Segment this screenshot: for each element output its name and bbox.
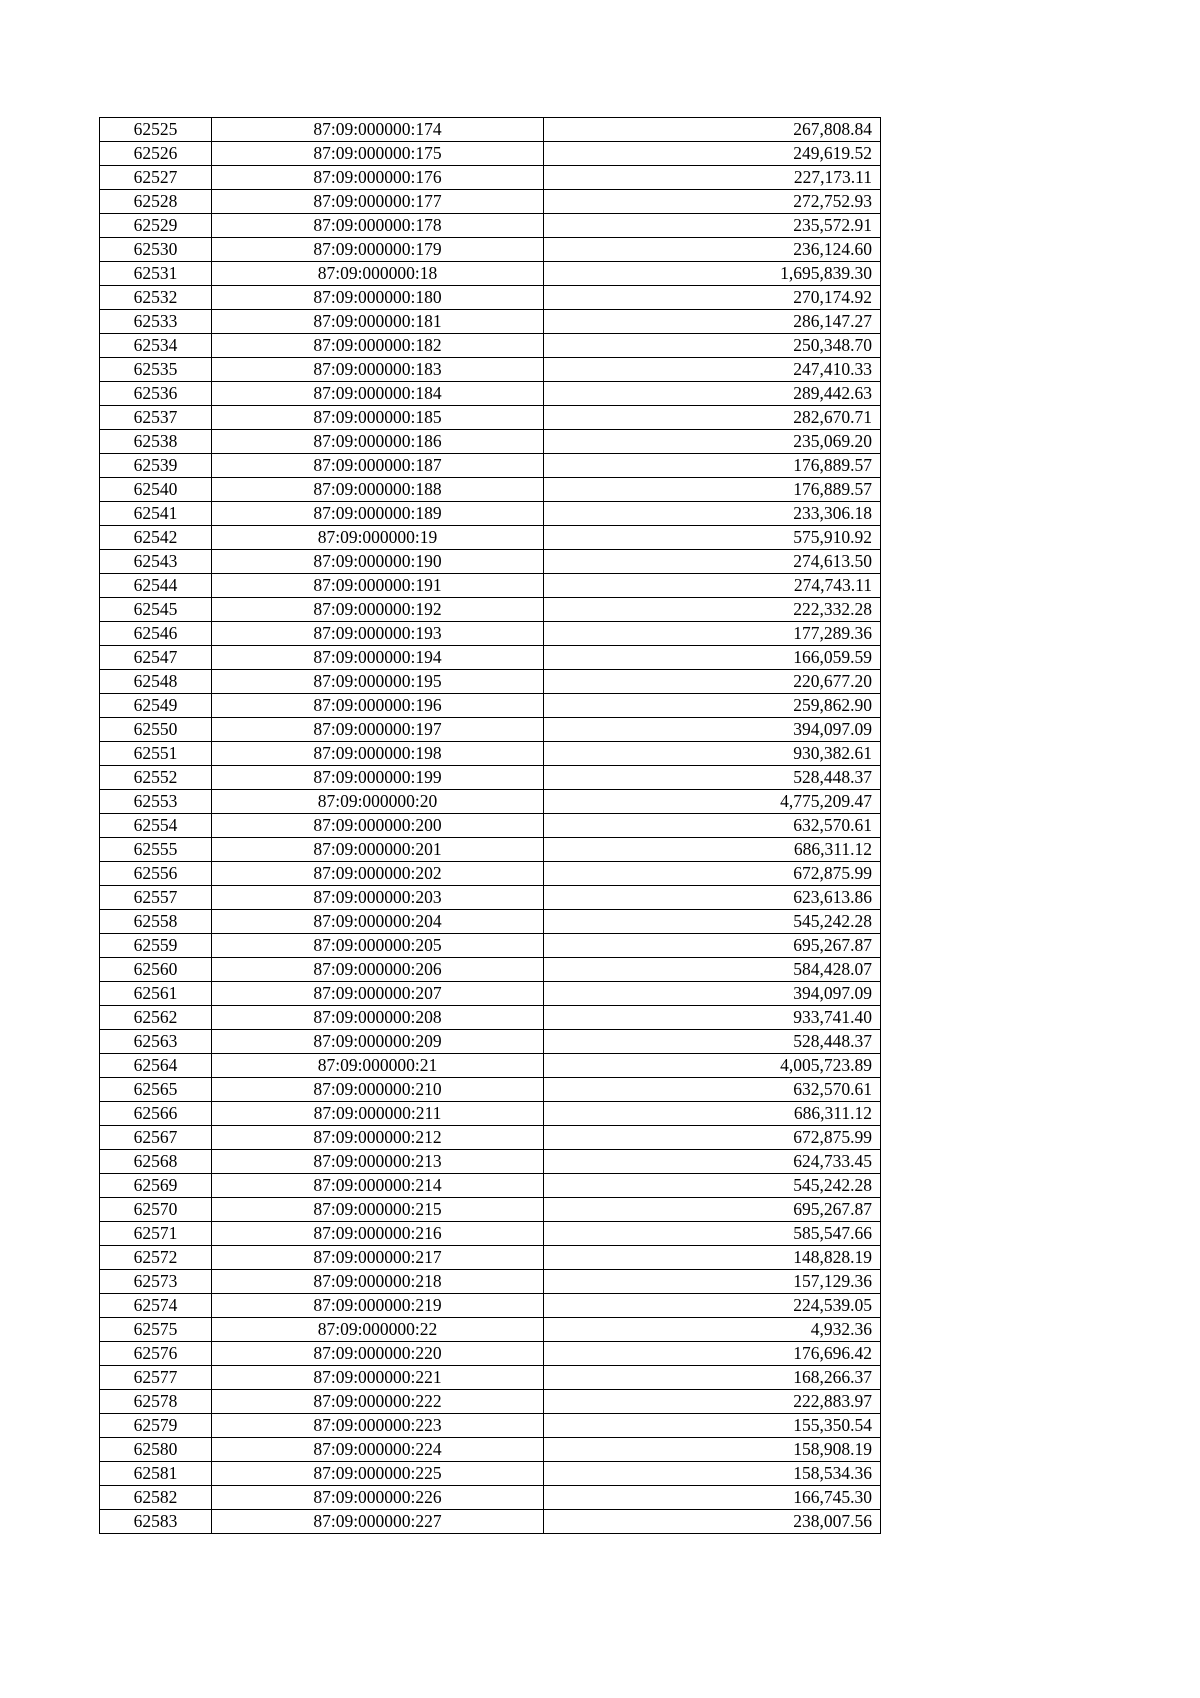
row-id-cell: 62572 (100, 1246, 212, 1270)
amount-cell: 224,539.05 (544, 1294, 881, 1318)
row-id-cell: 62573 (100, 1270, 212, 1294)
cadastral-number-cell: 87:09:000000:197 (212, 718, 544, 742)
row-id-cell: 62544 (100, 574, 212, 598)
table-row (100, 934, 881, 958)
table-row (100, 334, 881, 358)
row-id-cell: 62555 (100, 838, 212, 862)
amount-cell: 220,677.20 (544, 670, 881, 694)
cadastral-number-cell: 87:09:000000:201 (212, 838, 544, 862)
amount-cell: 176,889.57 (544, 454, 881, 478)
table-row (100, 358, 881, 382)
amount-cell: 158,534.36 (544, 1462, 881, 1486)
row-id-cell: 62566 (100, 1102, 212, 1126)
table-row (100, 1174, 881, 1198)
table-row (100, 1510, 881, 1534)
amount-cell: 148,828.19 (544, 1246, 881, 1270)
row-id-cell: 62571 (100, 1222, 212, 1246)
table-row (100, 1294, 881, 1318)
row-id-cell: 62568 (100, 1150, 212, 1174)
amount-cell: 235,069.20 (544, 430, 881, 454)
cadastral-number-cell: 87:09:000000:189 (212, 502, 544, 526)
row-id-cell: 62546 (100, 622, 212, 646)
table-row (100, 406, 881, 430)
cadastral-number-cell: 87:09:000000:212 (212, 1126, 544, 1150)
row-id-cell: 62577 (100, 1366, 212, 1390)
table-row (100, 502, 881, 526)
row-id-cell: 62547 (100, 646, 212, 670)
cadastral-number-cell: 87:09:000000:19 (212, 526, 544, 550)
cadastral-number-cell: 87:09:000000:226 (212, 1486, 544, 1510)
cadastral-number-cell: 87:09:000000:183 (212, 358, 544, 382)
amount-cell: 176,889.57 (544, 478, 881, 502)
row-id-cell: 62556 (100, 862, 212, 886)
amount-cell: 695,267.87 (544, 934, 881, 958)
amount-cell: 632,570.61 (544, 1078, 881, 1102)
table-row (100, 1390, 881, 1414)
table-row (100, 214, 881, 238)
cadastral-number-cell: 87:09:000000:219 (212, 1294, 544, 1318)
table-row (100, 1006, 881, 1030)
table-row (100, 1318, 881, 1342)
amount-cell: 585,547.66 (544, 1222, 881, 1246)
table-row (100, 814, 881, 838)
amount-cell: 282,670.71 (544, 406, 881, 430)
row-id-cell: 62576 (100, 1342, 212, 1366)
amount-cell: 286,147.27 (544, 310, 881, 334)
amount-cell: 528,448.37 (544, 1030, 881, 1054)
row-id-cell: 62536 (100, 382, 212, 406)
table-row (100, 598, 881, 622)
data-table (99, 117, 881, 1534)
amount-cell: 166,059.59 (544, 646, 881, 670)
row-id-cell: 62561 (100, 982, 212, 1006)
cadastral-number-cell: 87:09:000000:204 (212, 910, 544, 934)
amount-cell: 1,695,839.30 (544, 262, 881, 286)
row-id-cell: 62552 (100, 766, 212, 790)
amount-cell: 259,862.90 (544, 694, 881, 718)
row-id-cell: 62563 (100, 1030, 212, 1054)
table-row (100, 1198, 881, 1222)
cadastral-number-cell: 87:09:000000:222 (212, 1390, 544, 1414)
table-row (100, 1078, 881, 1102)
cadastral-number-cell: 87:09:000000:209 (212, 1030, 544, 1054)
table-body (100, 118, 881, 1534)
row-id-cell: 62529 (100, 214, 212, 238)
row-id-cell: 62553 (100, 790, 212, 814)
row-id-cell: 62567 (100, 1126, 212, 1150)
cadastral-number-cell: 87:09:000000:22 (212, 1318, 544, 1342)
row-id-cell: 62531 (100, 262, 212, 286)
table-row (100, 478, 881, 502)
amount-cell: 249,619.52 (544, 142, 881, 166)
cadastral-number-cell: 87:09:000000:196 (212, 694, 544, 718)
amount-cell: 155,350.54 (544, 1414, 881, 1438)
cadastral-number-cell: 87:09:000000:221 (212, 1366, 544, 1390)
amount-cell: 236,124.60 (544, 238, 881, 262)
row-id-cell: 62578 (100, 1390, 212, 1414)
row-id-cell: 62574 (100, 1294, 212, 1318)
cadastral-number-cell: 87:09:000000:200 (212, 814, 544, 838)
table-row (100, 310, 881, 334)
cadastral-number-cell: 87:09:000000:174 (212, 118, 544, 142)
amount-cell: 274,613.50 (544, 550, 881, 574)
cadastral-number-cell: 87:09:000000:193 (212, 622, 544, 646)
row-id-cell: 62579 (100, 1414, 212, 1438)
amount-cell: 575,910.92 (544, 526, 881, 550)
cadastral-number-cell: 87:09:000000:18 (212, 262, 544, 286)
table-row (100, 454, 881, 478)
cadastral-number-cell: 87:09:000000:206 (212, 958, 544, 982)
row-id-cell: 62537 (100, 406, 212, 430)
table-row (100, 430, 881, 454)
cadastral-number-cell: 87:09:000000:203 (212, 886, 544, 910)
table-row (100, 118, 881, 142)
cadastral-number-cell: 87:09:000000:205 (212, 934, 544, 958)
cadastral-number-cell: 87:09:000000:186 (212, 430, 544, 454)
table-row (100, 910, 881, 934)
table-row (100, 262, 881, 286)
row-id-cell: 62549 (100, 694, 212, 718)
table-row (100, 166, 881, 190)
row-id-cell: 62540 (100, 478, 212, 502)
amount-cell: 270,174.92 (544, 286, 881, 310)
amount-cell: 624,733.45 (544, 1150, 881, 1174)
amount-cell: 930,382.61 (544, 742, 881, 766)
row-id-cell: 62525 (100, 118, 212, 142)
cadastral-number-cell: 87:09:000000:194 (212, 646, 544, 670)
amount-cell: 247,410.33 (544, 358, 881, 382)
cadastral-number-cell: 87:09:000000:192 (212, 598, 544, 622)
table-row (100, 190, 881, 214)
cadastral-number-cell: 87:09:000000:182 (212, 334, 544, 358)
amount-cell: 267,808.84 (544, 118, 881, 142)
amount-cell: 686,311.12 (544, 1102, 881, 1126)
table-row (100, 670, 881, 694)
cadastral-number-cell: 87:09:000000:180 (212, 286, 544, 310)
amount-cell: 623,613.86 (544, 886, 881, 910)
row-id-cell: 62527 (100, 166, 212, 190)
table-row (100, 1366, 881, 1390)
row-id-cell: 62538 (100, 430, 212, 454)
row-id-cell: 62545 (100, 598, 212, 622)
table-row (100, 886, 881, 910)
table-row (100, 1246, 881, 1270)
amount-cell: 686,311.12 (544, 838, 881, 862)
amount-cell: 177,289.36 (544, 622, 881, 646)
row-id-cell: 62582 (100, 1486, 212, 1510)
table-row (100, 382, 881, 406)
row-id-cell: 62543 (100, 550, 212, 574)
row-id-cell: 62570 (100, 1198, 212, 1222)
amount-cell: 4,005,723.89 (544, 1054, 881, 1078)
amount-cell: 289,442.63 (544, 382, 881, 406)
row-id-cell: 62559 (100, 934, 212, 958)
table-row (100, 742, 881, 766)
row-id-cell: 62569 (100, 1174, 212, 1198)
amount-cell: 274,743.11 (544, 574, 881, 598)
cadastral-number-cell: 87:09:000000:218 (212, 1270, 544, 1294)
row-id-cell: 62532 (100, 286, 212, 310)
cadastral-number-cell: 87:09:000000:190 (212, 550, 544, 574)
cadastral-number-cell: 87:09:000000:178 (212, 214, 544, 238)
cadastral-number-cell: 87:09:000000:176 (212, 166, 544, 190)
table-row (100, 1342, 881, 1366)
amount-cell: 672,875.99 (544, 1126, 881, 1150)
row-id-cell: 62580 (100, 1438, 212, 1462)
table-row (100, 574, 881, 598)
table-row (100, 838, 881, 862)
cadastral-number-cell: 87:09:000000:213 (212, 1150, 544, 1174)
row-id-cell: 62541 (100, 502, 212, 526)
cadastral-number-cell: 87:09:000000:177 (212, 190, 544, 214)
cadastral-number-cell: 87:09:000000:227 (212, 1510, 544, 1534)
table-row (100, 1030, 881, 1054)
cadastral-number-cell: 87:09:000000:195 (212, 670, 544, 694)
cadastral-number-cell: 87:09:000000:225 (212, 1462, 544, 1486)
row-id-cell: 62583 (100, 1510, 212, 1534)
table-row (100, 694, 881, 718)
row-id-cell: 62565 (100, 1078, 212, 1102)
cadastral-number-cell: 87:09:000000:175 (212, 142, 544, 166)
amount-cell: 272,752.93 (544, 190, 881, 214)
table-row (100, 1486, 881, 1510)
row-id-cell: 62560 (100, 958, 212, 982)
table-row (100, 1462, 881, 1486)
cadastral-number-cell: 87:09:000000:185 (212, 406, 544, 430)
table-row (100, 766, 881, 790)
table-row (100, 238, 881, 262)
amount-cell: 166,745.30 (544, 1486, 881, 1510)
amount-cell: 632,570.61 (544, 814, 881, 838)
row-id-cell: 62542 (100, 526, 212, 550)
row-id-cell: 62528 (100, 190, 212, 214)
amount-cell: 235,572.91 (544, 214, 881, 238)
cadastral-number-cell: 87:09:000000:199 (212, 766, 544, 790)
amount-cell: 250,348.70 (544, 334, 881, 358)
amount-cell: 545,242.28 (544, 1174, 881, 1198)
cadastral-number-cell: 87:09:000000:215 (212, 1198, 544, 1222)
amount-cell: 528,448.37 (544, 766, 881, 790)
cadastral-number-cell: 87:09:000000:207 (212, 982, 544, 1006)
table-row (100, 286, 881, 310)
table-row (100, 1126, 881, 1150)
table-row (100, 1102, 881, 1126)
amount-cell: 394,097.09 (544, 982, 881, 1006)
row-id-cell: 62551 (100, 742, 212, 766)
row-id-cell: 62534 (100, 334, 212, 358)
cadastral-number-cell: 87:09:000000:179 (212, 238, 544, 262)
amount-cell: 545,242.28 (544, 910, 881, 934)
cadastral-number-cell: 87:09:000000:214 (212, 1174, 544, 1198)
row-id-cell: 62562 (100, 1006, 212, 1030)
cadastral-number-cell: 87:09:000000:224 (212, 1438, 544, 1462)
amount-cell: 222,883.97 (544, 1390, 881, 1414)
cadastral-number-cell: 87:09:000000:208 (212, 1006, 544, 1030)
table-row (100, 862, 881, 886)
cadastral-number-cell: 87:09:000000:184 (212, 382, 544, 406)
cadastral-number-cell: 87:09:000000:217 (212, 1246, 544, 1270)
cadastral-number-cell: 87:09:000000:191 (212, 574, 544, 598)
amount-cell: 238,007.56 (544, 1510, 881, 1534)
cadastral-number-cell: 87:09:000000:223 (212, 1414, 544, 1438)
table-row (100, 790, 881, 814)
amount-cell: 4,775,209.47 (544, 790, 881, 814)
cadastral-number-cell: 87:09:000000:202 (212, 862, 544, 886)
row-id-cell: 62557 (100, 886, 212, 910)
row-id-cell: 62548 (100, 670, 212, 694)
amount-cell: 695,267.87 (544, 1198, 881, 1222)
table-row (100, 1414, 881, 1438)
amount-cell: 222,332.28 (544, 598, 881, 622)
cadastral-number-cell: 87:09:000000:181 (212, 310, 544, 334)
amount-cell: 233,306.18 (544, 502, 881, 526)
table-row (100, 622, 881, 646)
table-row (100, 550, 881, 574)
row-id-cell: 62575 (100, 1318, 212, 1342)
amount-cell: 933,741.40 (544, 1006, 881, 1030)
cadastral-number-cell: 87:09:000000:20 (212, 790, 544, 814)
table-row (100, 1270, 881, 1294)
row-id-cell: 62535 (100, 358, 212, 382)
table-row (100, 646, 881, 670)
cadastral-number-cell: 87:09:000000:198 (212, 742, 544, 766)
table-row (100, 1438, 881, 1462)
amount-cell: 394,097.09 (544, 718, 881, 742)
row-id-cell: 62539 (100, 454, 212, 478)
amount-cell: 4,932.36 (544, 1318, 881, 1342)
row-id-cell: 62530 (100, 238, 212, 262)
amount-cell: 227,173.11 (544, 166, 881, 190)
cadastral-number-cell: 87:09:000000:211 (212, 1102, 544, 1126)
table-row (100, 958, 881, 982)
row-id-cell: 62564 (100, 1054, 212, 1078)
amount-cell: 158,908.19 (544, 1438, 881, 1462)
row-id-cell: 62533 (100, 310, 212, 334)
amount-cell: 168,266.37 (544, 1366, 881, 1390)
table-row (100, 1222, 881, 1246)
row-id-cell: 62558 (100, 910, 212, 934)
cadastral-number-cell: 87:09:000000:21 (212, 1054, 544, 1078)
table-row (100, 718, 881, 742)
table-row (100, 982, 881, 1006)
cadastral-number-cell: 87:09:000000:210 (212, 1078, 544, 1102)
row-id-cell: 62550 (100, 718, 212, 742)
cadastral-number-cell: 87:09:000000:187 (212, 454, 544, 478)
table-row (100, 1054, 881, 1078)
row-id-cell: 62554 (100, 814, 212, 838)
cadastral-number-cell: 87:09:000000:188 (212, 478, 544, 502)
table-row (100, 1150, 881, 1174)
table-row (100, 142, 881, 166)
cadastral-number-cell: 87:09:000000:216 (212, 1222, 544, 1246)
amount-cell: 672,875.99 (544, 862, 881, 886)
amount-cell: 176,696.42 (544, 1342, 881, 1366)
row-id-cell: 62526 (100, 142, 212, 166)
amount-cell: 584,428.07 (544, 958, 881, 982)
table-row (100, 526, 881, 550)
cadastral-number-cell: 87:09:000000:220 (212, 1342, 544, 1366)
amount-cell: 157,129.36 (544, 1270, 881, 1294)
row-id-cell: 62581 (100, 1462, 212, 1486)
